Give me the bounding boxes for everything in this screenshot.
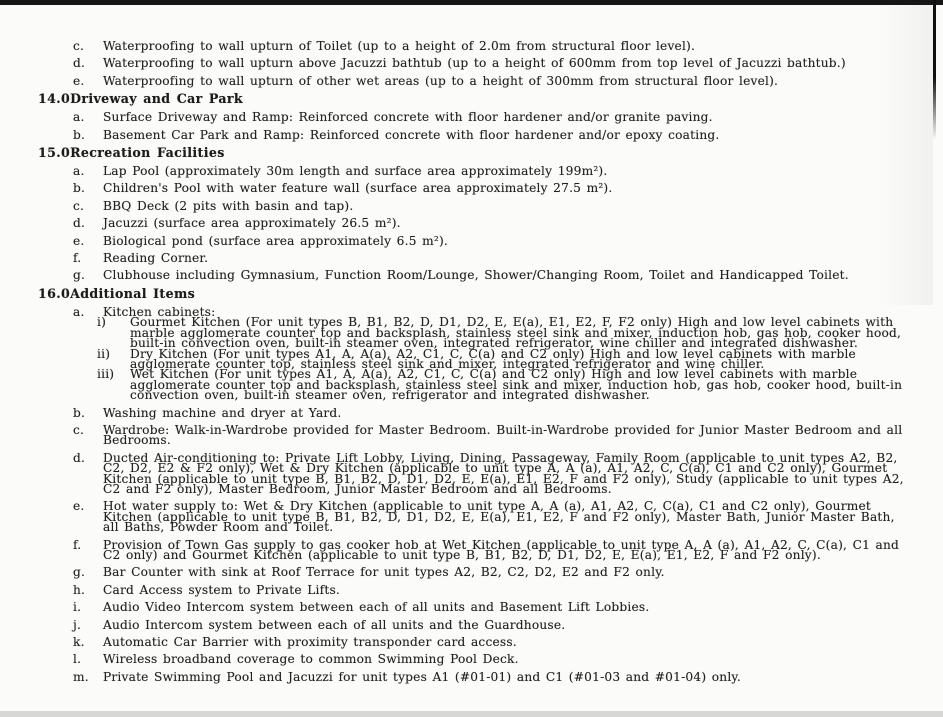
- list-item: [0, 617, 943, 632]
- list-item-row: [73, 537, 943, 562]
- item-text: Audio Intercom system between each of all units and the Guardhouse.: [103, 617, 566, 632]
- list-item-row: [73, 216, 943, 231]
- list-item-row: [73, 233, 943, 248]
- list-item: [0, 198, 943, 213]
- item-text: Clubhouse including Gymnasium, Function Room/Lounge, Shower/Changing Room, Toilet and Handicapped Toilet.: [103, 268, 849, 283]
- item-text: Private Swimming Pool and Jacuzzi for unit types A1 (#01-01) and C1 (#01-03 and #01-04) only.: [103, 669, 741, 684]
- section-title: Driveway and Car Park: [70, 91, 243, 107]
- scan-edge-bottom: [0, 711, 943, 717]
- item-text: Jacuzzi (surface area approximately 26.5 m²).: [103, 216, 401, 231]
- item-text: Automatic Car Barrier with proximity transponder card access.: [103, 635, 517, 650]
- item-label: b.: [73, 405, 86, 420]
- item-text: Ducted Air-conditioning to: Private Lift Lobby, Living, Dining, Passageway, Family Room (applicable to unit types A2, B2, C2, D2, E2 & F2 only), Wet & Dry Kitchen (applicable to unit type A, A (a), A1, A2, C, C(a), C1 and C2 only), Gourmet Kitchen (applicable to unit type B, B1, B2, D, D1, D2, E, E(a), E1, E2, F and F2 only), Study (applicable to unit types A2, C2 and F2 only), Master Bedroom, Junior Master Bedroom and all Bedrooms.: [103, 450, 904, 496]
- list-item-row: [73, 600, 943, 615]
- item-text: Waterproofing to wall upturn of other wet areas (up to a height of 300mm from structural floor level).: [103, 73, 779, 88]
- list-item-row: [73, 164, 943, 179]
- subitem-text: Dry Kitchen (For unit types A1, A, A(a), A2, C1, C, C(a) and C2 only) High and low level cabinets with marble agglomerate counter top, stainless steel sink and mixer, integrated refrigerator and wine chiller.: [130, 346, 856, 371]
- item-label: d.: [73, 216, 86, 231]
- item-text: Bar Counter with sink at Roof Terrace for unit types A2, B2, C2, D2, E2 and F2 only.: [103, 565, 665, 580]
- specifications-list: [0, 41, 943, 689]
- list-item: [0, 582, 943, 597]
- item-text: Wireless broadband coverage to common Swimming Pool Deck.: [103, 652, 519, 667]
- item-label: e.: [73, 499, 85, 514]
- section-number: 15.0: [38, 145, 71, 161]
- list-item-row: [73, 73, 943, 88]
- list-item: [0, 669, 943, 684]
- section-title: Recreation Facilities: [70, 145, 225, 161]
- item-label: a.: [73, 164, 85, 179]
- item-text: Waterproofing to wall upturn of Toilet (up to a height of 2.0m from structural floor level).: [103, 39, 696, 53]
- item-text: Biological pond (surface area approximately 6.5 m²).: [103, 233, 448, 248]
- list-item-row: [73, 41, 943, 51]
- list-item: [0, 600, 943, 615]
- list-item: [0, 268, 943, 283]
- item-label: k.: [73, 635, 85, 650]
- list-item-row: [73, 56, 943, 71]
- list-item-row: [73, 268, 943, 283]
- list-item-row: [73, 181, 943, 196]
- item-label: c.: [73, 39, 85, 53]
- list-item: [0, 127, 943, 142]
- list-item-row: [73, 198, 943, 213]
- list-item: [0, 181, 943, 196]
- item-label: j.: [73, 617, 82, 632]
- list-item-row: [73, 565, 943, 580]
- subitem-label: iii): [97, 367, 115, 382]
- subitem-label: ii): [97, 346, 111, 361]
- list-item: [0, 450, 943, 496]
- item-label: i.: [73, 600, 82, 615]
- list-item: [0, 56, 943, 71]
- list-item: [0, 422, 943, 448]
- item-label: l.: [73, 652, 82, 667]
- list-item: [0, 565, 943, 580]
- section-header: [38, 145, 943, 161]
- item-label: g.: [73, 268, 86, 283]
- item-text: Washing machine and dryer at Yard.: [103, 405, 342, 420]
- item-label: f.: [73, 537, 82, 552]
- item-text: Provision of Town Gas supply to gas cooker hob at Wet Kitchen (applicable to unit type A, A (a), A1, A2, C, C(a), C1 and C2 only) and Gourmet Kitchen (applicable to unit type B, B1, B2, D, D1, D2, E, E(a), E1, E2, F and F2 only).: [103, 537, 900, 562]
- list-item: [0, 73, 943, 88]
- list-item: [0, 652, 943, 667]
- list-item: [0, 164, 943, 179]
- list-item-row: [73, 405, 943, 420]
- list-subitem: [97, 367, 943, 403]
- list-item: [0, 304, 943, 403]
- item-label: d.: [73, 450, 86, 465]
- list-item-row: [73, 617, 943, 632]
- section-header: [38, 285, 943, 301]
- list-item-row: [73, 582, 943, 597]
- scan-edge-top: [0, 0, 943, 5]
- list-item: [0, 537, 943, 562]
- item-text: Card Access system to Private Lifts.: [103, 582, 340, 597]
- item-label: d.: [73, 56, 86, 71]
- list-item: [0, 405, 943, 420]
- list-subitem: [97, 315, 943, 351]
- list-item-row: [73, 669, 943, 684]
- section-number: 14.0: [38, 91, 71, 107]
- item-text: Basement Car Park and Ramp: Reinforced concrete with floor hardener and/or epoxy coating.: [103, 127, 720, 142]
- section-number: 16.0: [38, 285, 71, 301]
- subitem-label: i): [97, 315, 107, 330]
- subitem-text: Gourmet Kitchen (For unit types B, B1, B2, D, D1, D2, E, E(a), E1, E2, F, F2 only) High and low level cabinets with marble agglomerate counter top and backsplash, stainless steel sink and mixer, induction hob, gas hob, cooker hood, built-in convection oven, built-in steamer oven, integrated refrigerator, wine chiller and integrated dishwasher.: [130, 315, 902, 351]
- item-text: Audio Video Intercom system between each of all units and Basement Lift Lobbies.: [103, 600, 650, 615]
- item-text: BBQ Deck (2 pits with basin and tap).: [103, 198, 354, 213]
- item-label: b.: [73, 181, 86, 196]
- item-label: h.: [73, 582, 86, 597]
- item-text: Wardrobe: Walk-in-Wardrobe provided for Master Bedroom. Built-in-Wardrobe provided for Junior Master Bedroom and all Bedrooms.: [103, 422, 903, 448]
- list-item: [0, 499, 943, 535]
- item-label: m.: [73, 669, 89, 684]
- item-text: Reading Corner.: [103, 251, 209, 266]
- list-item: [0, 251, 943, 266]
- list-item: [0, 41, 943, 51]
- list-item-row: [73, 635, 943, 650]
- item-label: a.: [73, 110, 85, 125]
- item-text: Lap Pool (approximately 30m length and surface area approximately 199m²).: [103, 164, 608, 179]
- list-item-row: [73, 652, 943, 667]
- item-label: g.: [73, 565, 86, 580]
- list-subitem: [97, 346, 943, 371]
- list-item: [0, 110, 943, 125]
- item-text: Hot water supply to: Wet & Dry Kitchen (applicable to unit type A, A (a), A1, A2, C, C(a), C1 and C2 only), Gourmet Kitchen (applicable to unit type B, B1, B2, D, D1, D2, E, E(a), E1, E2, F and F2 only), Master Bath, Junior Master Bath, all Baths, Powder Room and Toilet.: [103, 499, 895, 535]
- list-item: [0, 216, 943, 231]
- list-item-row: [73, 127, 943, 142]
- list-item-row: [73, 251, 943, 266]
- list-item: [0, 233, 943, 248]
- item-text: Surface Driveway and Ramp: Reinforced concrete with floor hardener and/or granite paving.: [103, 110, 713, 125]
- item-label: c.: [73, 198, 85, 213]
- list-item-row: [73, 422, 943, 448]
- section-header: [38, 91, 943, 107]
- item-text: Waterproofing to wall upturn above Jacuzzi bathtub (up to a height of 600mm from top level of Jacuzzi bathtub.): [103, 56, 846, 71]
- item-label: c.: [73, 422, 85, 437]
- list-item-row: [73, 450, 943, 496]
- item-label: e.: [73, 233, 85, 248]
- list-item-row: [73, 110, 943, 125]
- item-text: Kitchen cabinets:: [103, 304, 216, 319]
- section-title: Additional Items: [70, 285, 196, 301]
- item-label: a.: [73, 304, 85, 319]
- subitem-text: Wet Kitchen (For unit types A1, A, A(a), A2, C1, C, C(a) and C2 only) High and low level cabinets with marble agglomerate counter top and backsplash, stainless steel sink and mixer, induction hob, gas hob, cooker hood, built-in convection oven, built-in steamer oven, refrigerator and integrated dishwasher.: [130, 367, 903, 403]
- item-text: Children's Pool with water feature wall (surface area approximately 27.5 m²).: [103, 181, 613, 196]
- list-item-row: [73, 499, 943, 535]
- item-label: f.: [73, 251, 82, 266]
- list-item: [0, 635, 943, 650]
- item-label: e.: [73, 73, 85, 88]
- item-label: b.: [73, 127, 86, 142]
